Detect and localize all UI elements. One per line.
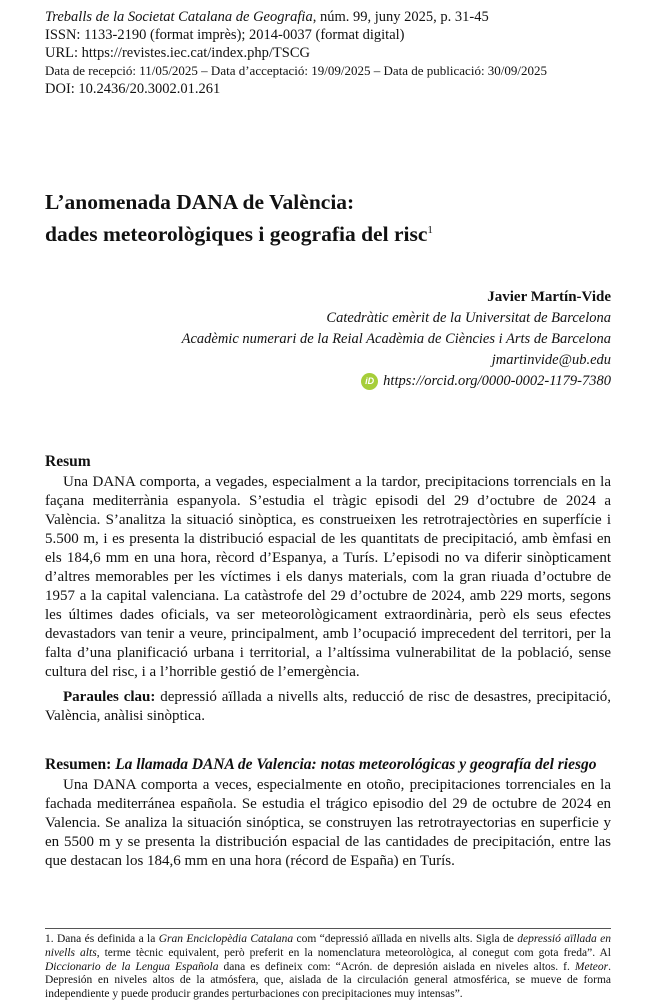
- resum-text: Una DANA comporta, a vegades, especialment a la tardor, precipitacions torrencials en la façana mediterrània espanyola. S’estudia el tràgic episodi del 29 d’octubre de 2024 a València. S’analitza la situació sinòptica, es construeixen les retrotrajectòries en superfície i 5.500 m, i es presenta la distribució espacial de les quantitats de precipitació, amb èmfasi en els 184,6 mm en una hora, rècord d’Espanya, a Turís. L’episodi no va diferir sinòpticament d’altres memorables per les víctimes i els danys materials, com la gran riuada d’octubre de 1957 a la capital valenciana. La catàstrofe del 29 d’octubre de 2024, amb 229 morts, segons les últimes dades oficials, va ser meteorològicament extraordinària, però els seus efectes devastadors van tenir a veure, principalment, amb l’ocupació imprecedent del territori, per la falta d’una planificació urbana i territorial, a l’altíssima vulnerabilitat de la població, sense cultura del risc, i a l’horrible gestió de l’emergència.: [45, 474, 611, 680]
- author-orcid-line: [45, 371, 611, 392]
- journal-title: Treballs de la Societat Catalana de Geografia: [45, 9, 313, 25]
- footnote-mark[interactable]: 1: [427, 224, 433, 236]
- journal-citation: [45, 8, 611, 26]
- footnote-text-3: , terme tècnic equivalent, però preferit en la nomenclatura meteorològica, al conegut com gota freda”. Al: [96, 946, 612, 959]
- footnote-text-2: com “depressió aïllada en nivells alts. Sigla de: [293, 933, 518, 945]
- footnote-dle: Diccionario de la Lengua Española: [45, 960, 219, 973]
- footnote-text-5: . Depresión en niveles altos de la atmósfera, que, aislada de la circulación general atmosférica, se mueve de forma independiente y puede producir grandes perturbaciones con precipitaciones muy intensas”.: [45, 960, 611, 1001]
- resum-keywords: [45, 688, 611, 726]
- resumen-heading: [45, 755, 611, 774]
- journal-issue: , núm. 99, juny 2025, p. 31-45: [312, 9, 489, 25]
- keywords-list: depressió aïllada a nivells alts, reducció de risc de desastres, precipitació, València, anàlisi sinòptica.: [45, 689, 611, 724]
- resum-heading: Resum: [45, 453, 91, 470]
- article-title-line2-text: dades meteorològiques i geografia del risc: [45, 222, 428, 247]
- author-block: [45, 287, 611, 392]
- footnote-1: [45, 933, 611, 1002]
- footnote-divider: [45, 928, 611, 929]
- journal-header: [45, 8, 611, 98]
- author-affiliation-2: Acadèmic numerari de la Reial Acadèmia de Ciències i Arts de Barcelona: [181, 331, 611, 347]
- author-orcid-link[interactable]: https://orcid.org/0000-0002-1179-7380: [383, 373, 611, 389]
- article-title-line2: [45, 216, 611, 248]
- journal-url[interactable]: URL: https://revistes.iec.cat/index.php/TSCG: [45, 45, 310, 61]
- article-title: [45, 188, 611, 248]
- journal-issn: ISSN: 1133-2190 (format imprès); 2014-0037 (format digital): [45, 27, 405, 43]
- footnote-term: depressió aïllada en nivells alts: [45, 933, 612, 959]
- author-email[interactable]: jmartinvide@ub.edu: [491, 352, 611, 368]
- resumen-section: [45, 755, 611, 871]
- footnote-text-1: 1. Dana és definida a la: [45, 933, 159, 945]
- footnote-meteor: Meteor: [574, 960, 609, 973]
- resumen-heading-title: La llamada DANA de Valencia: notas meteorológicas y geografía del riesgo: [115, 756, 597, 773]
- author-affiliation-1: Catedràtic emèrit de la Universitat de Barcelona: [326, 310, 611, 326]
- footnote-text-4: dana es defineix com: “Acrón. de depresión aislada en niveles altos. f.: [218, 960, 575, 973]
- resumen-heading-label: Resumen:: [45, 756, 116, 773]
- orcid-icon: iD: [361, 373, 378, 390]
- article-title-line1: L’anomenada DANA de València:: [45, 190, 355, 214]
- journal-doi[interactable]: DOI: 10.2436/20.3002.01.261: [45, 81, 221, 97]
- resumen-text: Una DANA comporta a veces, especialmente en otoño, precipitaciones torrenciales en la fachada mediterránea española. Se estudia el trágico episodio del 29 de octubre de 2024 en Valencia. Se analiza la situación sinóptica, se construyen las retrotrayectorias en superficie y en 5500 m y se presenta la distribución espacial de las cantidades de precipitación, entre las que destacan los 184,6 mm en una hora (récord de España) en Turís.: [45, 777, 611, 869]
- footnote-gec: Gran Enciclopèdia Catalana: [158, 933, 294, 945]
- keywords-label: Paraules clau:: [63, 689, 156, 705]
- resum-section: [45, 452, 611, 726]
- author-name: Javier Martín-Vide: [487, 289, 611, 305]
- journal-dates: Data de recepció: 11/05/2025 – Data d’acceptació: 19/09/2025 – Data de publicació: 30/09/2025: [45, 63, 548, 78]
